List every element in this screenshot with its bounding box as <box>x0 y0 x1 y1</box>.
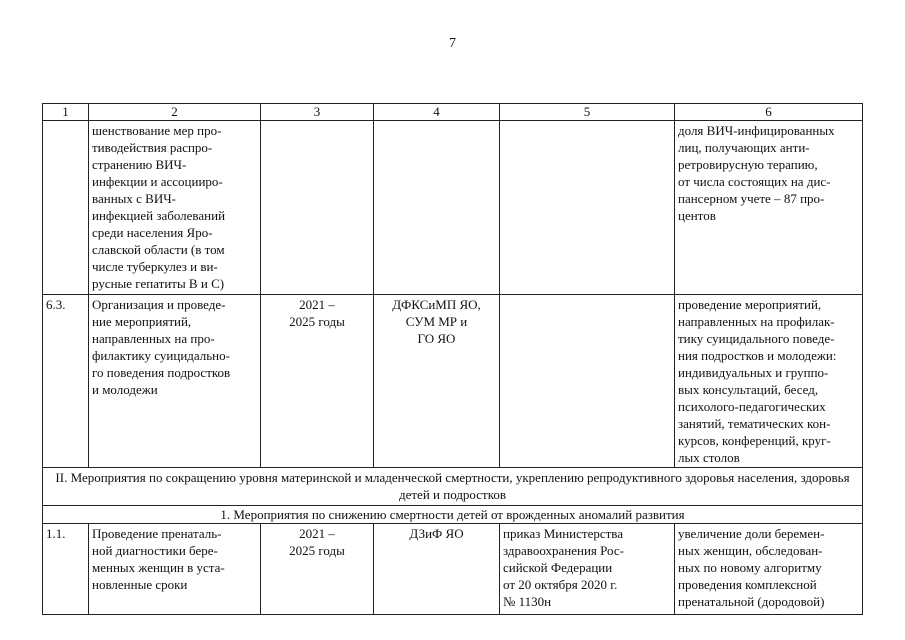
column-header-row <box>43 104 863 121</box>
executor-cell <box>374 121 500 295</box>
column-header-5: 5 <box>500 104 675 121</box>
subsection-heading: 1. Мероприятия по снижению смертности детей от врожденных аномалий развития <box>43 506 863 524</box>
result-cell: доля ВИЧ-инфицированных лиц, получающих анти- ретровирусную терапию, от числа состоящих на дис- пансерном учете – 87 про- центов <box>675 121 863 295</box>
result-cell: проведение мероприятий, направленных на профилак- тику суицидального поведе- ния подростков и молодежи: индивидуальных и группо- вых консультаций, бесед, психолого-педагогических занятий, тематических кон- курсов, конференций, круг- лых столов <box>675 295 863 468</box>
row-number: 6.3. <box>43 295 89 468</box>
column-header-6: 6 <box>675 104 863 121</box>
period-cell: 2021 – 2025 годы <box>261 524 374 615</box>
activity-cell: Организация и проведе- ние мероприятий, направленных на про- филактику суицидально- го поведения подростков и молодежи <box>89 295 261 468</box>
column-header-4: 4 <box>374 104 500 121</box>
page-number: 7 <box>449 36 456 51</box>
period-cell <box>261 121 374 295</box>
result-cell: увеличение доли беремен- ных женщин, обследован- ных по новому алгоритму проведения комплексной пренатальной (дородовой) <box>675 524 863 615</box>
table-row <box>43 524 863 615</box>
period-cell: 2021 – 2025 годы <box>261 295 374 468</box>
activities-table <box>42 103 863 615</box>
executor-cell: ДФКСиМП ЯО, СУМ МР и ГО ЯО <box>374 295 500 468</box>
table-row <box>43 295 863 468</box>
executor-cell: ДЗиФ ЯО <box>374 524 500 615</box>
basis-cell: приказ Министерства здравоохранения Рос- сийской Федерации от 20 октября 2020 г. № 1130н <box>500 524 675 615</box>
basis-cell <box>500 295 675 468</box>
basis-cell <box>500 121 675 295</box>
table-row <box>43 121 863 295</box>
column-header-1: 1 <box>43 104 89 121</box>
activity-cell: Проведение пренаталь- ной диагностики бере- менных женщин в уста- новленные сроки <box>89 524 261 615</box>
activity-cell: шенствование мер про- тиводействия распро- странению ВИЧ- инфекции и ассоцииро- ванных с ВИЧ- инфекцией заболеваний среди населения Яро- славской области (в том числе туберкулез и ви- русные гепатиты В и С) <box>89 121 261 295</box>
column-header-2: 2 <box>89 104 261 121</box>
row-number: 1.1. <box>43 524 89 615</box>
section-heading: II. Мероприятия по сокращению уровня материнской и младенческой смертности, укреплению репродуктивного здоровья населения, здоровья детей и подростков <box>43 468 863 506</box>
column-header-3: 3 <box>261 104 374 121</box>
row-number <box>43 121 89 295</box>
subsection-heading-row <box>43 506 863 524</box>
section-heading-row <box>43 468 863 506</box>
